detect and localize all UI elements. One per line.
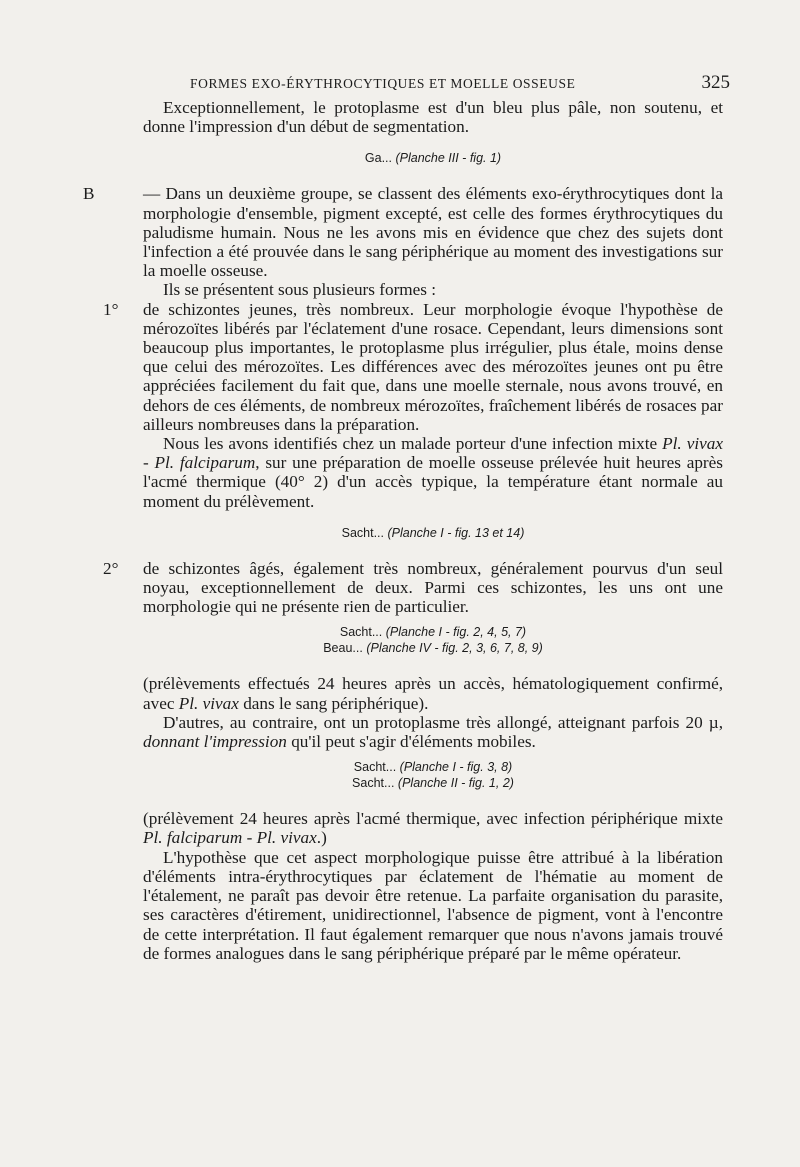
page-number: 325 (701, 72, 730, 93)
species-name: Pl. vivax (178, 693, 239, 713)
figure-reference (143, 150, 723, 166)
figure-author: Sacht... (353, 760, 397, 775)
species-name: Pl. vivax (256, 828, 317, 848)
species-name: Pl. vivax (662, 434, 723, 454)
section-b (83, 184, 724, 281)
figure-author: Ga... (364, 151, 392, 166)
species-name: Pl. falciparum (143, 828, 243, 848)
paragraph-prelevements: (prélèvements effectués 24 heures après un accès, hématologiquement confirmé, avec Pl. vivax dans le sang périphérique). (143, 674, 723, 713)
figure-plate: (Planche I - fig. 13 et 14) (387, 525, 525, 540)
figure-author: Sacht... (341, 525, 384, 540)
italic-phrase: donnant l'impression (143, 732, 287, 752)
figure-author: Sacht... (352, 776, 395, 791)
figure-author: Beau... (323, 641, 363, 656)
section-dash: — (143, 184, 161, 204)
figure-plate: (Planche III - fig. 1) (395, 151, 502, 166)
list-item-1-text: de schizontes jeunes, très nombreux. Leur morphologie évoque l'hypothèse de mérozoïtes libérés par l'éclatement d'une rosace. Cependant, leurs dimensions sont beaucoup plus importantes, le protoplasme plus irrégulier, plus étale, moins dense que celui des mérozoïtes. Les différences avec des mérozoïtes jeunes ont pu être appréciées facilement du fait que, dans une moelle sternale, nous avons trouvé, en dehors de ces éléments, de nombreux mérozoïtes, fraîchement libérés de rosaces par ailleurs nombreuses dans la préparation. (143, 299, 723, 434)
paragraph-exceptionnellement: Exceptionnellement, le protoplasme est d'un bleu plus pâle, non soutenu, et donne l'impression d'un début de segmentation. (143, 98, 723, 137)
section-b-text: Dans un deuxième groupe, se classent des éléments exo-érythrocytiques dont la morphologie d'ensemble, pigment excepté, est celle des formes érythrocytiques du paludisme humain. Nous ne les avons mis en évidence que chez des sujets dont l'infection a été prouvée dans le sang périphérique au moment des investigations sur la moelle osseuse. (143, 184, 724, 281)
running-title: FORMES EXO-ÉRYTHROCYTIQUES ET MOELLE OSSEUSE (190, 76, 576, 91)
figure-reference (143, 624, 723, 640)
list-marker-2: 2° (103, 558, 119, 578)
figure-plate: (Planche II - fig. 1, 2) (397, 776, 514, 791)
paragraph-hypothese: L'hypothèse que cet aspect morphologique puisse être attribué à la libération d'éléments intra-érythrocytiques par éclatement de l'hématie au moment de l'étalement, ne paraît pas devoir être retenue. La parfaite organisation du parasite, ses caractères d'étirement, unidirectionnel, l'absence de pigment, vont à l'encontre de cette interprétation. Il faut également remarquer que nous n'avons jamais trouvé de formes analogues dans le sang périphérique préparé par le même opérateur. (143, 847, 723, 963)
figure-reference (143, 640, 723, 656)
list-item-1 (103, 299, 723, 434)
species-name: Pl. falciparum (154, 453, 256, 473)
paragraph-dautres: D'autres, au contraire, ont un protoplasme très allongé, atteignant parfois 20 µ, donnant l'impression qu'il peut s'agir d'éléments mobiles. (143, 712, 723, 752)
list-marker-1: 1° (103, 299, 119, 319)
paragraph-identifies: Nous les avons identifiés chez un malade porteur d'une infection mixte Pl. vivax - Pl. falciparum, sur une préparation de moelle osseuse prélevée huit heures après l'acmé thermique (40° 2) d'un accès typique, la température étant normale au moment du prélèvement. (143, 434, 723, 511)
section-b-paragraph (143, 184, 723, 280)
paragraph-formes: Ils se présentent sous plusieurs formes : (163, 280, 437, 300)
list-item-2 (103, 558, 723, 617)
figure-author: Sacht... (339, 625, 383, 640)
section-letter: B (83, 184, 95, 204)
list-item-2-text: de schizontes âgés, également très nombreux, généralement pourvus d'un seul noyau, exceptionnellement de deux. Parmi ces schizontes, les uns ont une morphologie qui ne présente rien de particulier. (143, 558, 723, 617)
figure-reference (143, 775, 723, 791)
figure-reference (143, 759, 723, 775)
figure-plate: (Planche I - fig. 3, 8) (399, 760, 513, 775)
figure-plate: (Planche IV - fig. 2, 3, 6, 7, 8, 9) (366, 641, 543, 656)
body-text (83, 98, 724, 963)
page-header (190, 72, 730, 94)
figure-reference (143, 525, 723, 541)
paragraph-prelevement: (prélèvement 24 heures après l'acmé thermique, avec infection périphérique mixte Pl. falciparum - Pl. vivax.) (143, 809, 723, 848)
figure-plate: (Planche I - fig. 2, 4, 5, 7) (385, 625, 527, 640)
